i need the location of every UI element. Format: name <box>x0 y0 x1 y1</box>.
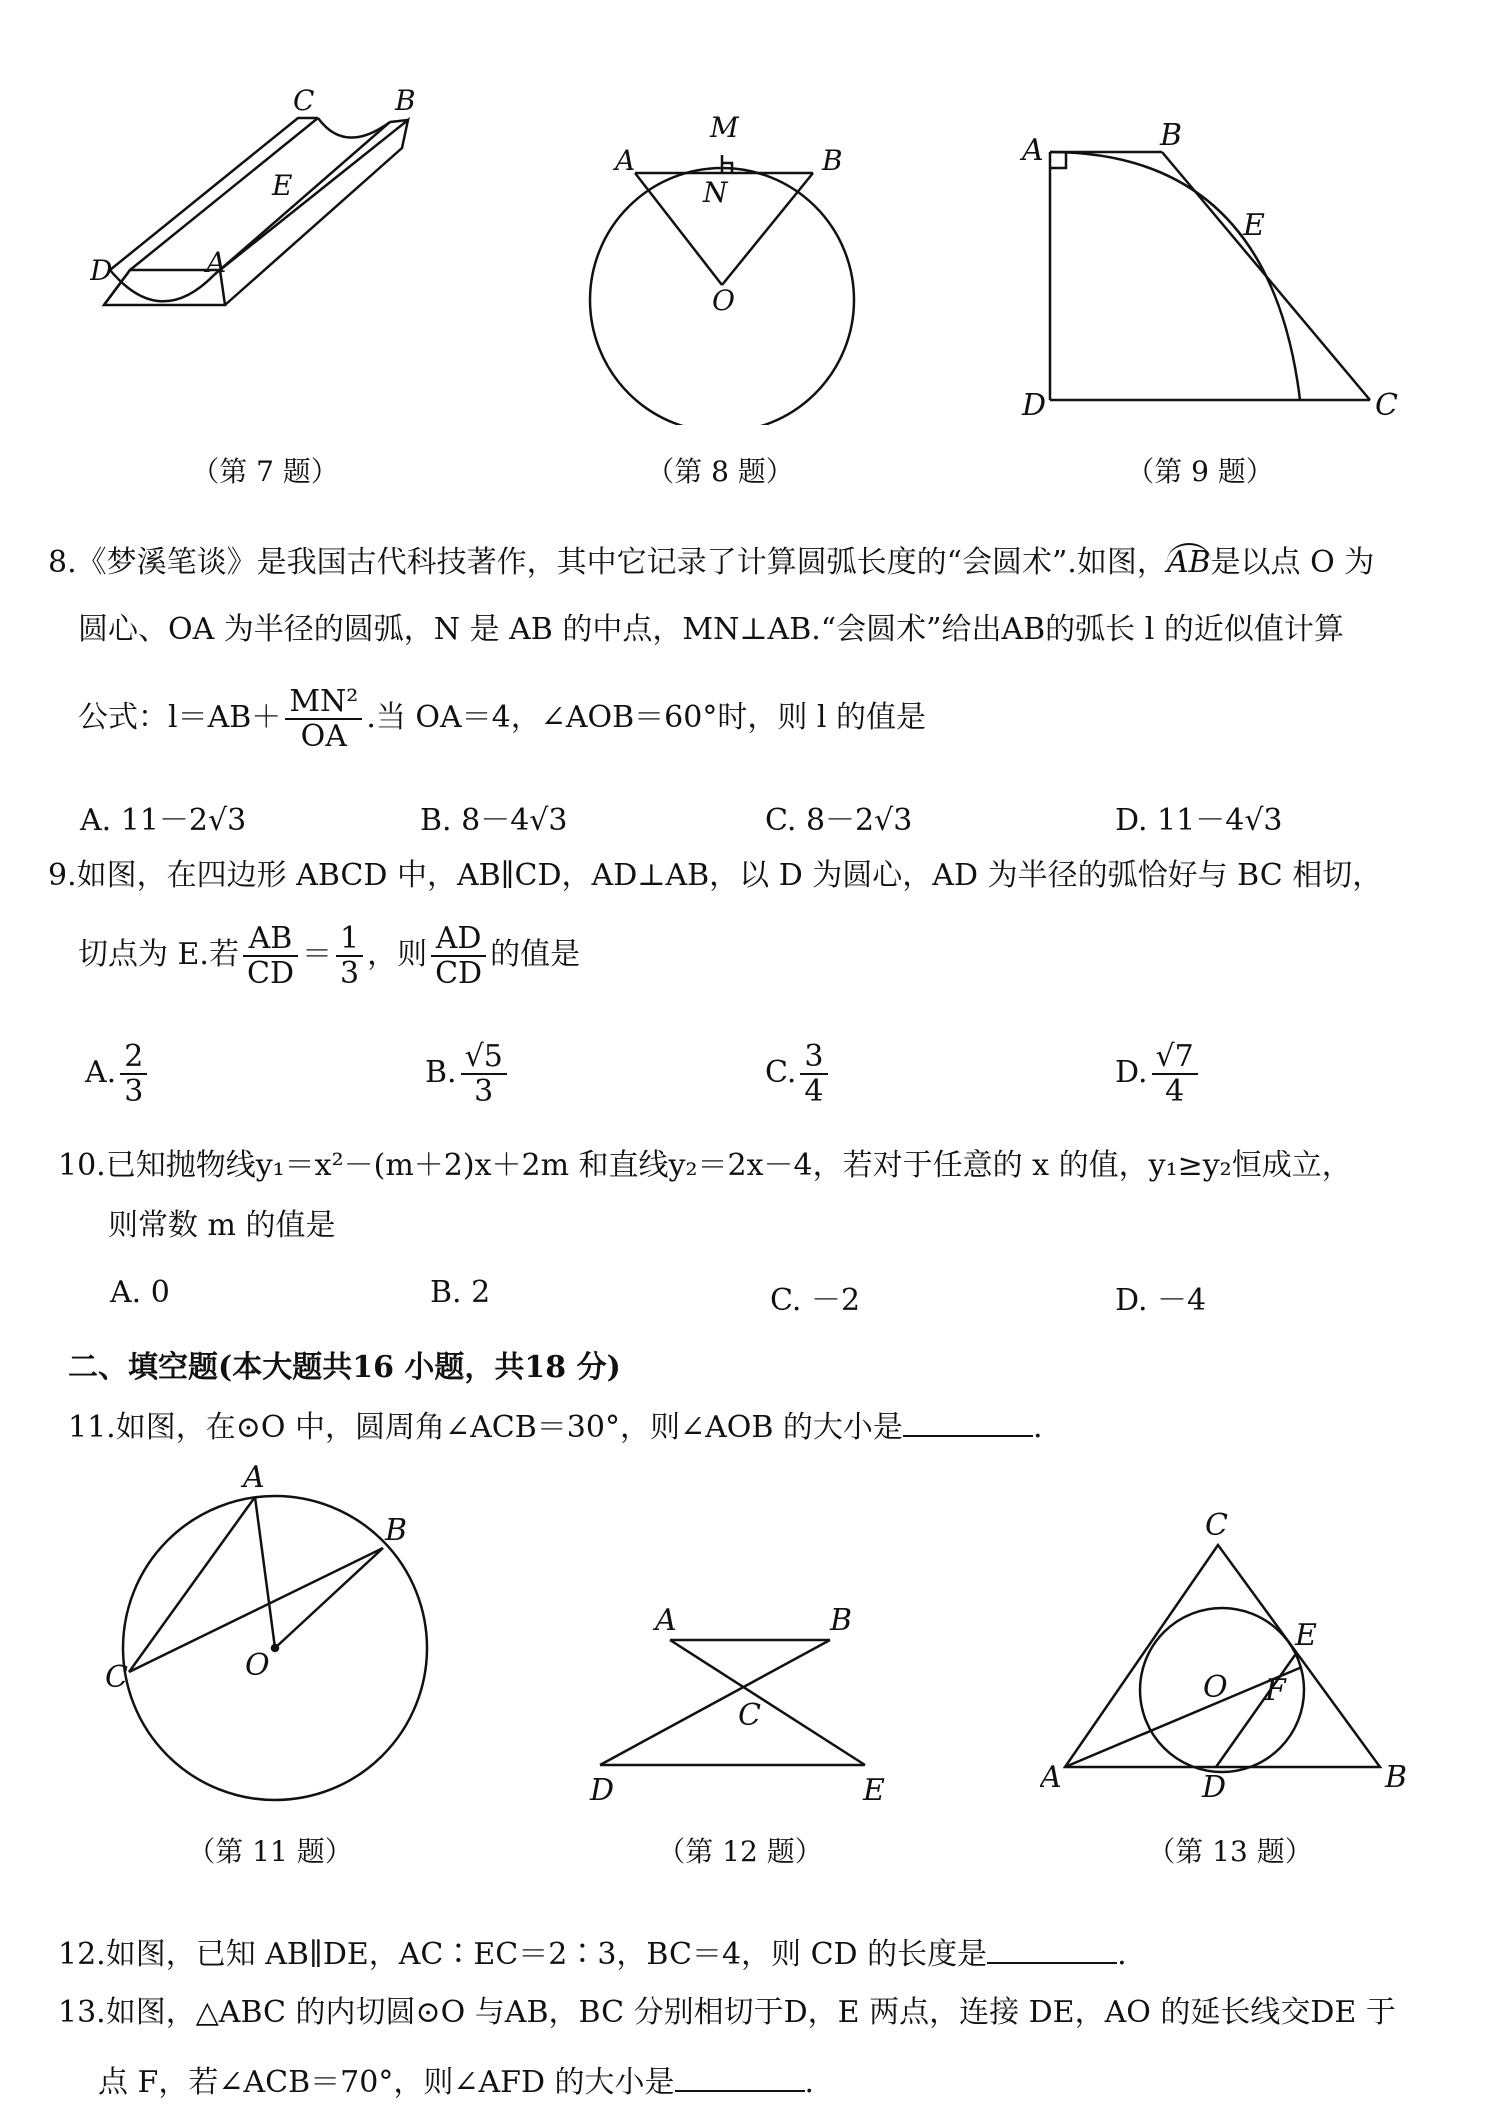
q10-option-a: A. 0 <box>110 1275 170 1310</box>
q10-option-d: D. －4 <box>1115 1283 1207 1318</box>
fig12-caption: （第 12 题） <box>657 1835 823 1868</box>
q8-option-c: C. 8－2√3 <box>765 803 913 838</box>
fig8-label-o: O <box>712 284 735 317</box>
fig7-caption: （第 7 题） <box>191 455 339 488</box>
fig11-label-a: A <box>243 1465 265 1495</box>
q8-fraction: $\frac{\text{MN²}}{OA}$ <box>285 685 362 753</box>
q8-option-d: D. 11－4√3 <box>1115 803 1283 838</box>
q9-line1: 9.如图，在四边形 ABCD 中，AB∥CD，AD⊥AB，以 D 为圆心，AD 为半径的弧恰好与 BC 相切， <box>48 858 1383 893</box>
q8-line1: 8.《梦溪笔谈》是我国古代科技著作，其中它记录了计算圆弧长度的“会圆术”.如图，AB是以点 O 为 <box>48 545 1375 580</box>
q10-option-b: B. 2 <box>430 1275 491 1310</box>
q11-text: 11.如图，在⊙O 中，圆周角∠ACB＝30°，则∠AOB 的大小是 . <box>68 1405 1042 1446</box>
figure-9 <box>1010 110 1430 420</box>
q8-option-b: B. 8－4√3 <box>420 803 568 838</box>
fig11-label-o: O <box>245 1648 270 1683</box>
fig13-label-a: A <box>1040 1760 1062 1795</box>
fig11-caption: （第 11 题） <box>187 1835 353 1868</box>
q8-line2: 圆心、OA 为半径的圆弧，N 是 AB 的中点，MN⊥AB.“会圆术”给出AB的弧长 l 的近似值计算 <box>78 612 1344 647</box>
q10-line1: 10.已知抛物线y₁＝x²－(m＋2)x＋2m 和直线y₂＝2x－4，若对于任意的 x 的值，y₁≥y₂恒成立， <box>58 1148 1352 1183</box>
fig8-label-a: A <box>615 144 636 177</box>
fig13-caption: （第 13 题） <box>1147 1835 1313 1868</box>
figure-7 <box>90 80 430 330</box>
figure-13 <box>1040 1505 1440 1815</box>
fig12-label-e: E <box>863 1773 885 1805</box>
q8-line3: 公式：l＝AB＋ $\frac{\text{MN²}}{OA}$ .当 OA＝4，∠AOB＝60°时，则 l 的值是 <box>78 684 927 754</box>
fig7-label-e: E <box>272 169 293 202</box>
q13-answer-blank[interactable] <box>675 2060 805 2092</box>
q8-option-a: A. 11－2√3 <box>80 803 247 838</box>
fig8-label-n: N <box>703 176 728 209</box>
fig7-label-b: B <box>395 84 416 117</box>
fig13-label-o: O <box>1203 1670 1228 1705</box>
fig8-caption: （第 8 题） <box>646 455 794 488</box>
fig7-label-a: A <box>206 246 227 279</box>
q12-text: 12.如图，已知 AB∥DE，AC∶EC＝2∶3，BC＝4，则 CD 的长度是 . <box>58 1932 1127 1973</box>
q10-option-c: C. －2 <box>770 1283 861 1318</box>
q9-option-d: D. $\frac{√7}{4}$ <box>1115 1040 1202 1108</box>
figure-8 <box>560 105 880 425</box>
q10-line2: 则常数 m 的值是 <box>108 1208 336 1243</box>
q13-line1: 13.如图，△ABC 的内切圆⊙O 与AB，BC 分别相切于D，E 两点，连接 DE，AO 的延长线交DE 于 <box>58 1995 1396 2030</box>
q9-option-a: A. $\frac{2}{3}$ <box>85 1040 151 1108</box>
fig12-label-d: D <box>590 1773 615 1805</box>
q9-option-b: B. $\frac{√5}{3}$ <box>425 1040 511 1108</box>
fig12-label-b: B <box>830 1603 853 1638</box>
q12-answer-blank[interactable] <box>987 1932 1117 1964</box>
figure-11 <box>95 1465 440 1810</box>
section-heading: 二、填空题(本大题共16 小题，共18 分) <box>68 1350 621 1385</box>
fig8-label-m: M <box>710 111 739 144</box>
fig11-label-c: C <box>105 1660 128 1695</box>
q9-line2: 切点为 E.若 $\frac{AB}{CD}$ ＝ $\frac{1}{3}$ ，则 $\frac{AD}{CD}$ 的值是 <box>78 921 581 991</box>
fig8-label-b: B <box>822 144 843 177</box>
fig7-label-c: C <box>293 84 315 117</box>
q11-answer-blank[interactable] <box>903 1405 1033 1437</box>
fig12-label-c: C <box>738 1698 761 1733</box>
fig9-label-a: A <box>1022 133 1044 168</box>
q8-arc-ab: AB <box>1166 545 1211 580</box>
fig9-label-c: C <box>1375 388 1398 420</box>
fig13-label-d: D <box>1202 1770 1227 1805</box>
q9-option-c: C. $\frac{3}{4}$ <box>765 1040 832 1108</box>
fig7-label-d: D <box>90 254 113 287</box>
fig13-label-e: E <box>1295 1618 1317 1653</box>
fig9-caption: （第 9 题） <box>1126 455 1274 488</box>
figure-12 <box>580 1595 900 1805</box>
fig9-label-e: E <box>1243 208 1265 243</box>
fig13-label-f: F <box>1265 1673 1286 1708</box>
fig11-label-b: B <box>385 1513 408 1548</box>
fig13-label-c: C <box>1205 1508 1228 1543</box>
fig9-label-d: D <box>1022 388 1047 420</box>
fig12-label-a: A <box>655 1603 677 1638</box>
q13-line2: 点 F，若∠ACB＝70°，则∠AFD 的大小是 . <box>98 2060 814 2101</box>
fig9-label-b: B <box>1160 118 1183 153</box>
fig13-label-b: B <box>1385 1760 1408 1795</box>
